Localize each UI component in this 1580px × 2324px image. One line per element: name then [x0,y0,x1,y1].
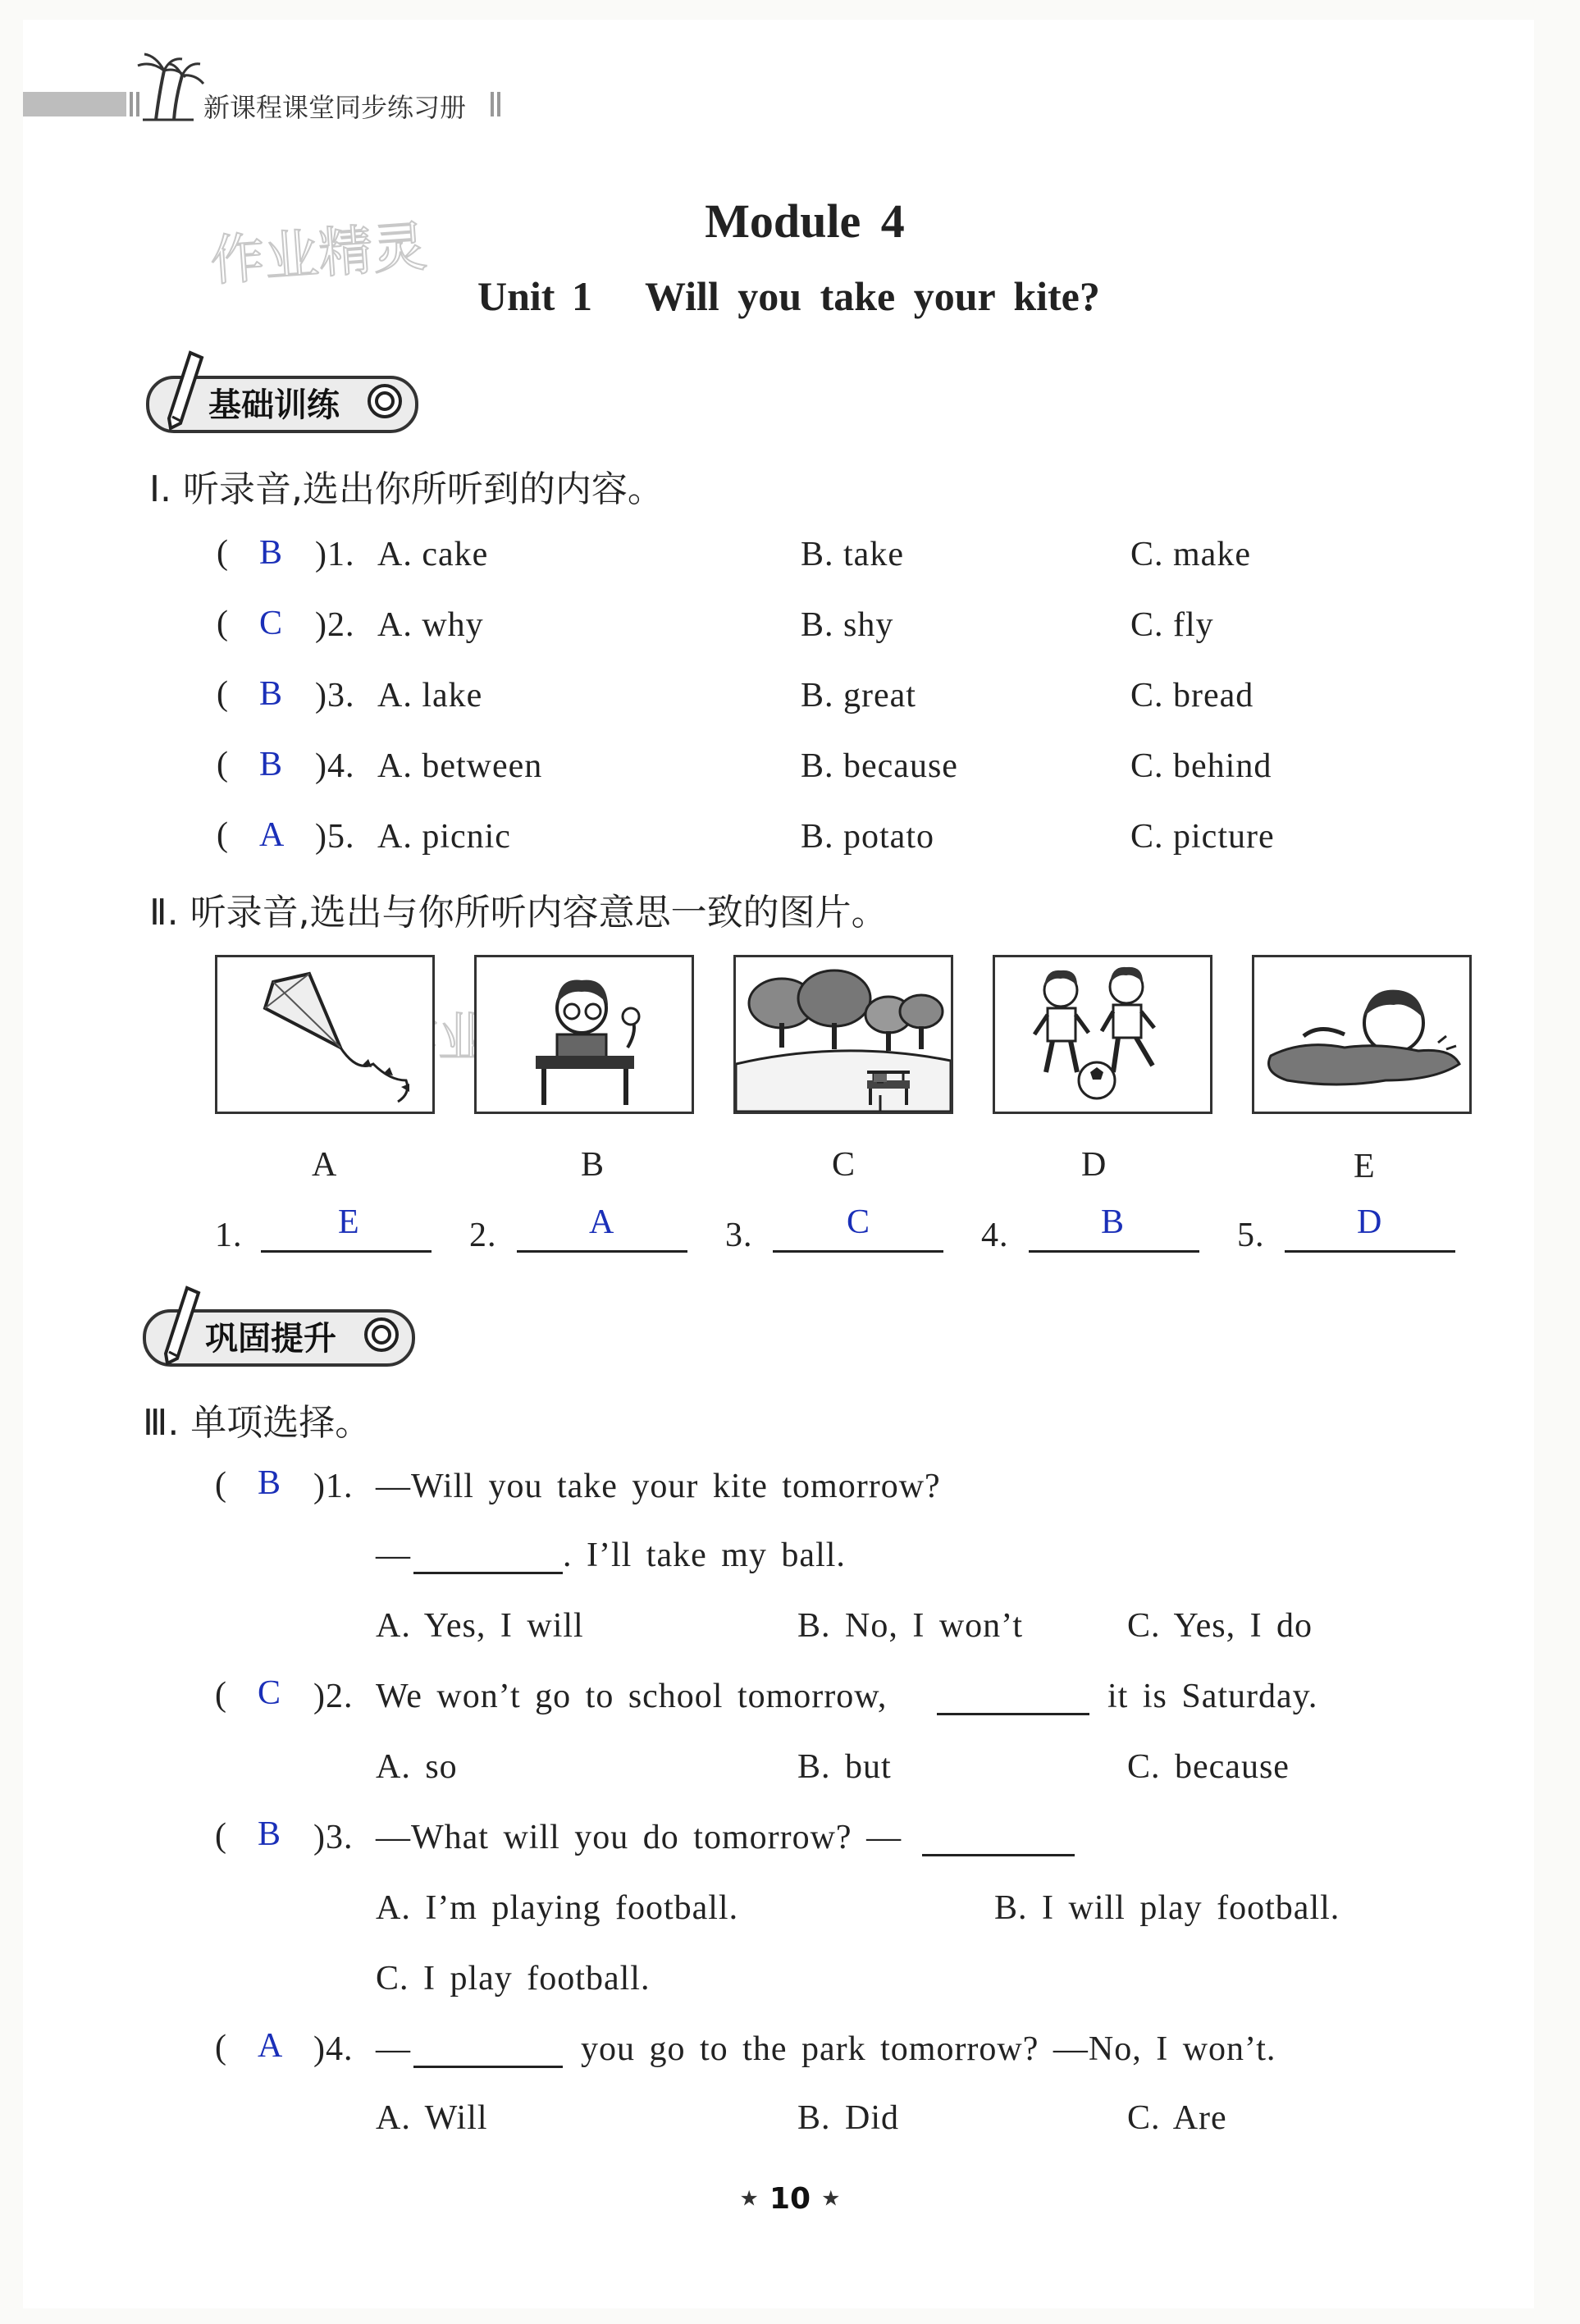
star-icon: ★ [739,2186,759,2212]
answer-paren-open: ( [217,675,228,713]
question-number: )1. [313,1468,354,1505]
picture-a [215,955,435,1114]
kite-icon [217,957,432,1112]
target-icon [366,382,404,420]
answer-value[interactable]: C [258,1674,282,1712]
unit-prefix: Unit 1 [477,273,592,319]
series-title: 新课程课堂同步练习册 [203,92,467,123]
picture-b [474,955,694,1114]
header-bar [23,92,126,116]
answer-blank [413,2066,563,2068]
option-b: B. I will play football. [994,1889,1340,1927]
park-icon [736,957,951,1112]
option-a: A. Will [376,2099,488,2137]
option-b: B. take [801,536,904,573]
option-a: A. lake [377,677,483,715]
part2-heading: Ⅱ. 听录音,选出与你所听内容意思一致的图片。 [149,892,888,934]
picture-label-b: B [581,1146,605,1184]
answer-paren-open: ( [217,605,228,642]
option-c: C. because [1127,1748,1290,1786]
header-divider-right [491,92,494,116]
question-line-1: —What will you do tomorrow? — [376,1819,902,1856]
answer-blank [517,1250,687,1253]
answer-value[interactable]: E [338,1203,360,1241]
option-b: B. No, I won’t [797,1607,1024,1645]
answer-value[interactable]: A [259,816,285,854]
pencil-icon [162,349,208,435]
unit-title: Will you take your kite? [645,273,1100,319]
option-c: C. make [1130,536,1251,573]
option-c: C. I play football. [376,1960,651,1998]
answer-number: 1. [215,1217,243,1254]
picture-label-e: E [1354,1148,1376,1185]
part1-heading: Ⅰ. 听录音,选出你所听到的内容。 [149,468,664,510]
answer-value[interactable]: B [1101,1203,1126,1241]
answer-blank [1285,1250,1455,1253]
question-number: )3. [315,677,355,715]
answer-value[interactable]: A [258,2027,284,2065]
question-line-2-prefix: — [376,1536,411,1574]
page-number-group [0,2182,1580,2216]
option-c: C. bread [1130,677,1254,715]
question-line-1-suffix: it is Saturday. [1107,1678,1318,1715]
football-boys-icon [995,957,1210,1112]
option-a: A. Yes, I will [376,1607,584,1645]
option-b: B. potato [801,818,934,856]
answer-blank [773,1250,943,1253]
answer-paren-open: ( [217,816,228,854]
question-number: )1. [315,536,355,573]
option-c: C. Yes, I do [1127,1607,1313,1645]
watermark-top: 作业精灵 [208,214,429,294]
option-b: B. because [801,747,958,785]
picture-e [1252,955,1472,1114]
question-number: )2. [313,1678,354,1715]
picture-label-c: C [832,1146,856,1184]
answer-paren-open: ( [217,746,228,783]
option-c: C. Are [1127,2099,1227,2137]
option-a: A. between [377,747,543,785]
question-line-1-suffix: you go to the park tomorrow? —No, I won’t. [581,2030,1276,2068]
option-b: B. great [801,677,916,715]
option-a: A. so [376,1748,458,1786]
section-badge-basic-label: 基础训练 [208,386,340,424]
header-divider-right-2 [497,92,500,116]
page [23,20,1534,2308]
option-c: C. fly [1130,606,1214,644]
palm-tree-icon [131,53,205,121]
option-b: B. shy [801,606,894,644]
option-c: C. picture [1130,818,1275,856]
answer-number: 4. [981,1217,1009,1254]
answer-value[interactable]: D [1357,1203,1383,1241]
option-a: A. picnic [377,818,511,856]
target-icon [363,1316,400,1354]
answer-value[interactable]: B [259,746,284,783]
answer-value[interactable]: A [589,1203,615,1241]
part3-heading: Ⅲ. 单项选择。 [143,1402,372,1444]
option-b: B. but [797,1748,892,1786]
pencil-icon [159,1285,205,1370]
option-a: A. cake [377,536,489,573]
picture-d [993,955,1212,1114]
swimming-boy-icon [1254,957,1469,1112]
page-number: 10 [769,2182,811,2216]
picture-label-a: A [312,1146,338,1184]
question-number: )4. [315,747,355,785]
answer-value[interactable]: C [847,1203,871,1241]
section-badge-improve-label: 巩固提升 [205,1320,336,1358]
answer-number: 2. [469,1217,497,1254]
answer-number: 5. [1237,1217,1265,1254]
answer-value[interactable]: B [259,675,284,713]
question-line-1: —Will you take your kite tomorrow? [376,1468,941,1505]
picture-label-d: D [1081,1146,1107,1184]
option-a: A. why [377,606,484,644]
answer-paren-open: ( [215,1676,226,1714]
answer-value[interactable]: B [258,1464,282,1502]
option-b: B. Did [797,2099,900,2137]
picture-c [733,955,953,1114]
option-a: A. I’m playing football. [376,1889,739,1927]
question-number: )4. [313,2030,354,2068]
answer-value[interactable]: C [259,605,284,642]
question-line-1-prefix: — [376,2030,411,2068]
answer-paren-open: ( [215,2029,226,2066]
answer-number: 3. [725,1217,753,1254]
answer-blank [937,1713,1089,1715]
answer-paren-open: ( [215,1817,226,1855]
answer-blank [922,1854,1075,1856]
answer-value[interactable]: B [258,1815,282,1853]
question-line-1-prefix: We won’t go to school tomorrow, [376,1678,888,1715]
option-c: C. behind [1130,747,1272,785]
module-title: Module 4 [705,194,905,248]
star-icon: ★ [821,2186,841,2212]
boy-reading-icon [477,957,692,1112]
question-number: )5. [315,818,355,856]
answer-blank [1029,1250,1199,1253]
answer-value[interactable]: B [259,534,284,572]
answer-blank [261,1250,432,1253]
question-number: )2. [315,606,355,644]
question-line-2-suffix: . I’ll take my ball. [563,1536,846,1574]
answer-blank [413,1572,563,1574]
question-number: )3. [313,1819,354,1856]
answer-paren-open: ( [215,1466,226,1504]
answer-paren-open: ( [217,534,228,572]
